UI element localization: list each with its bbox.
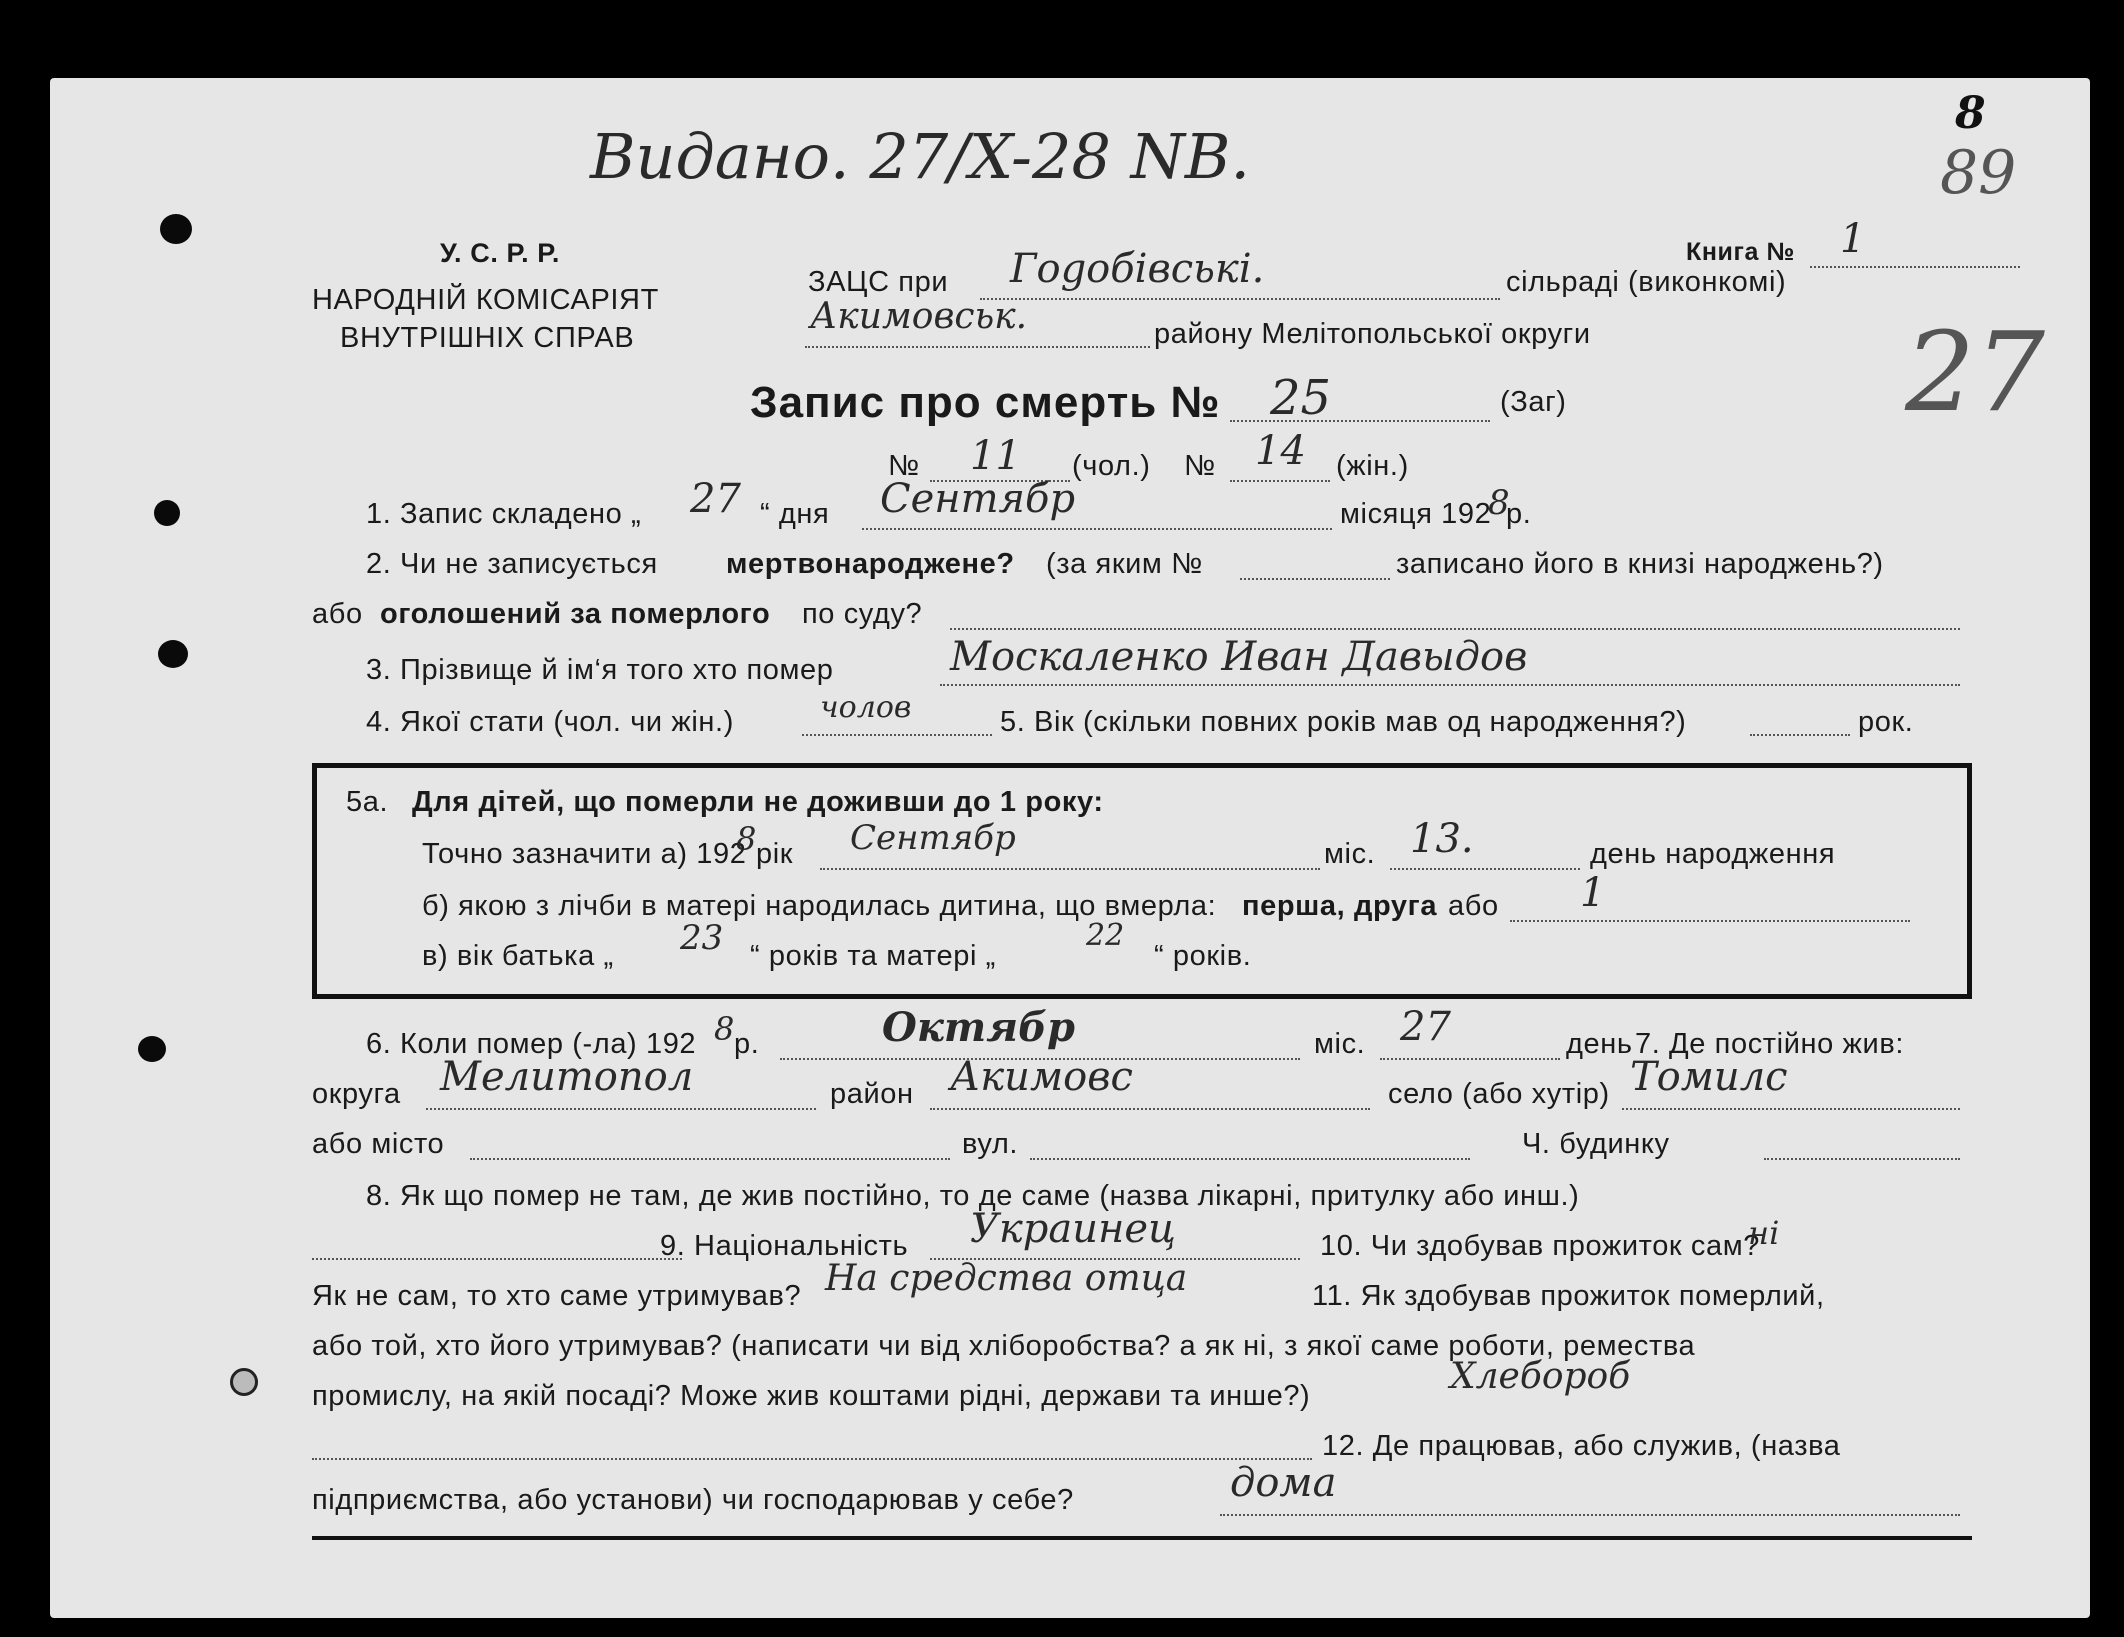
punch-hole [230, 1368, 258, 1396]
deceased-name: Москаленко Иван Давыдов [950, 634, 1528, 680]
death-year-digit: 8 [714, 1010, 735, 1048]
field2-or: або [312, 598, 363, 630]
field2-by-court: по суду? [802, 598, 923, 630]
commissariat-line2: ВНУТРІШНІХ СПРАВ [340, 322, 635, 354]
budynok-label: Ч. будинку [1522, 1128, 1670, 1160]
male-number: 11 [970, 433, 1021, 479]
okruga-value: Мелитопол [440, 1054, 694, 1100]
record-suffix: (Заг) [1500, 386, 1567, 418]
field1-suffix: місяця 192 [1340, 498, 1492, 530]
male-label: (чол.) [1072, 450, 1151, 482]
sex-value: чолов [820, 690, 912, 725]
support-value: На средства отца [825, 1258, 1188, 1299]
female-no-label: № [1184, 450, 1216, 482]
field6-label: 6. Коли помер (-ла) 192 [366, 1028, 697, 1060]
punch-hole [158, 640, 188, 668]
children-c-label: в) вік батька „ [422, 940, 614, 972]
zags-value: Гоgобівськi. [1010, 246, 1265, 292]
father-age: 23 [680, 918, 724, 958]
field1-end: р. [1506, 498, 1532, 530]
bottom-rule [312, 1536, 1972, 1540]
field5-end: рок. [1858, 706, 1914, 738]
field11-label: 11. Як здобував прожиток померлий, [1312, 1280, 1825, 1312]
children-heading-num: 5а. [346, 786, 389, 818]
side-number: 27 [1905, 308, 2045, 436]
zags-prefix: ЗАЦС при [808, 266, 949, 298]
field12-line2: підприємства, або установи) чи господарював у себе? [312, 1484, 1074, 1516]
field1-month: Сентябр [880, 476, 1076, 522]
nationality-value: Украинец [970, 1206, 1176, 1252]
children-c-mid: “ років та матері „ [750, 940, 996, 972]
male-no-label: № [888, 450, 920, 482]
children-a-year-suffix: рік [756, 838, 794, 870]
book-label: Книга № [1686, 238, 1796, 266]
republic-label: У. С. Р. Р. [440, 238, 560, 268]
children-a-end: день народження [1590, 838, 1836, 870]
field7-label: 7. Де постійно жив: [1635, 1028, 1904, 1060]
sheet-number-pencil: 89 [1940, 138, 2017, 208]
field1-year-digit: 8 [1488, 483, 1510, 523]
field4-label: 4. Якої стати (чол. чи жін.) [366, 706, 734, 738]
support-label: Як не сам, то хто саме утримував? [312, 1280, 802, 1312]
okruga-label: округа [312, 1078, 401, 1110]
death-day: 27 [1400, 1004, 1451, 1050]
birth-month: Сентябр [850, 818, 1016, 858]
birth-order: 1 [1580, 870, 1606, 916]
children-b-label: б) якою з лічби в матері народилась дитина, що вмерла: [422, 890, 1217, 922]
field1-day: 27 [690, 476, 741, 522]
field8-label: 8. Як що помер не там, де жив постійно, то де саме (назва лікарні, притулку або инш.) [366, 1180, 1580, 1212]
field9-label: 9. Національність [660, 1230, 909, 1262]
children-a-year-digit: 8 [736, 820, 757, 858]
field1-label: 1. Запис складено „ [366, 498, 642, 530]
punch-hole [138, 1036, 166, 1062]
issued-note: Видано. 27/X-28 NВ. [590, 120, 1251, 193]
occupation-value: Хлебороб [1450, 1356, 1631, 1397]
selo-label: село (або хутір) [1388, 1078, 1610, 1110]
book-number: 1 [1840, 216, 1866, 262]
misto-label: або місто [312, 1128, 445, 1160]
children-b-abo: або [1448, 890, 1499, 922]
field6-den: день [1566, 1028, 1633, 1060]
children-a-mis: міс. [1324, 838, 1376, 870]
birth-day: 13. [1410, 816, 1474, 862]
mother-age: 22 [1086, 918, 1125, 953]
field5-label: 5. Вік (скільки повних років мав од народження?) [1000, 706, 1687, 738]
field12-label: 12. Де працював, або служив, (назва [1322, 1430, 1841, 1462]
field6-mis: міс. [1314, 1028, 1366, 1060]
female-number: 14 [1255, 428, 1306, 474]
punch-hole [154, 500, 180, 526]
self-support-value: ні [1748, 1214, 1780, 1252]
field1-mid: “ дня [760, 498, 830, 530]
field10-label: 10. Чи здобував прожиток сам? [1320, 1230, 1760, 1262]
raion-label: район [830, 1078, 914, 1110]
raion-value: Акимовс [950, 1054, 1133, 1100]
field2-declared-dead: оголошений за померлого [380, 598, 771, 630]
field11-line3: промислу, на якій посаді? Може жив коштами рідні, держави та инше?) [312, 1380, 1311, 1412]
female-suffix: (жін.) [1336, 450, 1409, 482]
record-number: 25 [1270, 370, 1332, 426]
field2-birth-book: записано його в книзі народжень?) [1396, 548, 1884, 580]
field2-stillborn: мертвонароджене? [726, 548, 1015, 580]
children-a-label: Точно зазначити а) 192 [422, 838, 747, 870]
punch-hole [160, 214, 192, 244]
commissariat-line1: НАРОДНІЙ КОМІСАРІЯТ [312, 284, 659, 316]
children-b-bold: перша, друга [1242, 890, 1438, 922]
vul-label: вул. [962, 1128, 1019, 1160]
field2-label: 2. Чи не записується [366, 548, 658, 580]
field11-line2: або той, хто його утримував? (написати чи від хліборобства? а як ні, з якої саме роботи, ремества [312, 1330, 1696, 1362]
death-month: Октябр [882, 1004, 1075, 1051]
children-c-end: “ років. [1154, 940, 1252, 972]
selo-value: Томилс [1630, 1054, 1788, 1100]
zags-suffix: сільраді (виконкомі) [1506, 266, 1787, 298]
district-value: Акимовськ. [810, 296, 1028, 337]
field6-r: р. [734, 1028, 760, 1060]
field3-label: 3. Прізвище й ім‘я того хто помер [366, 654, 834, 686]
children-heading: Для дітей, що померли не доживши до 1 року: [412, 786, 1104, 818]
form-sheet [50, 78, 2090, 1618]
workplace-value: дома [1230, 1460, 1337, 1506]
district-suffix: району Мелітопольської округи [1154, 318, 1591, 350]
field2-which: (за яким № [1046, 548, 1203, 580]
record-title: Запис про смерть № [750, 378, 1221, 427]
sheet-number: 8 [1955, 88, 1986, 139]
